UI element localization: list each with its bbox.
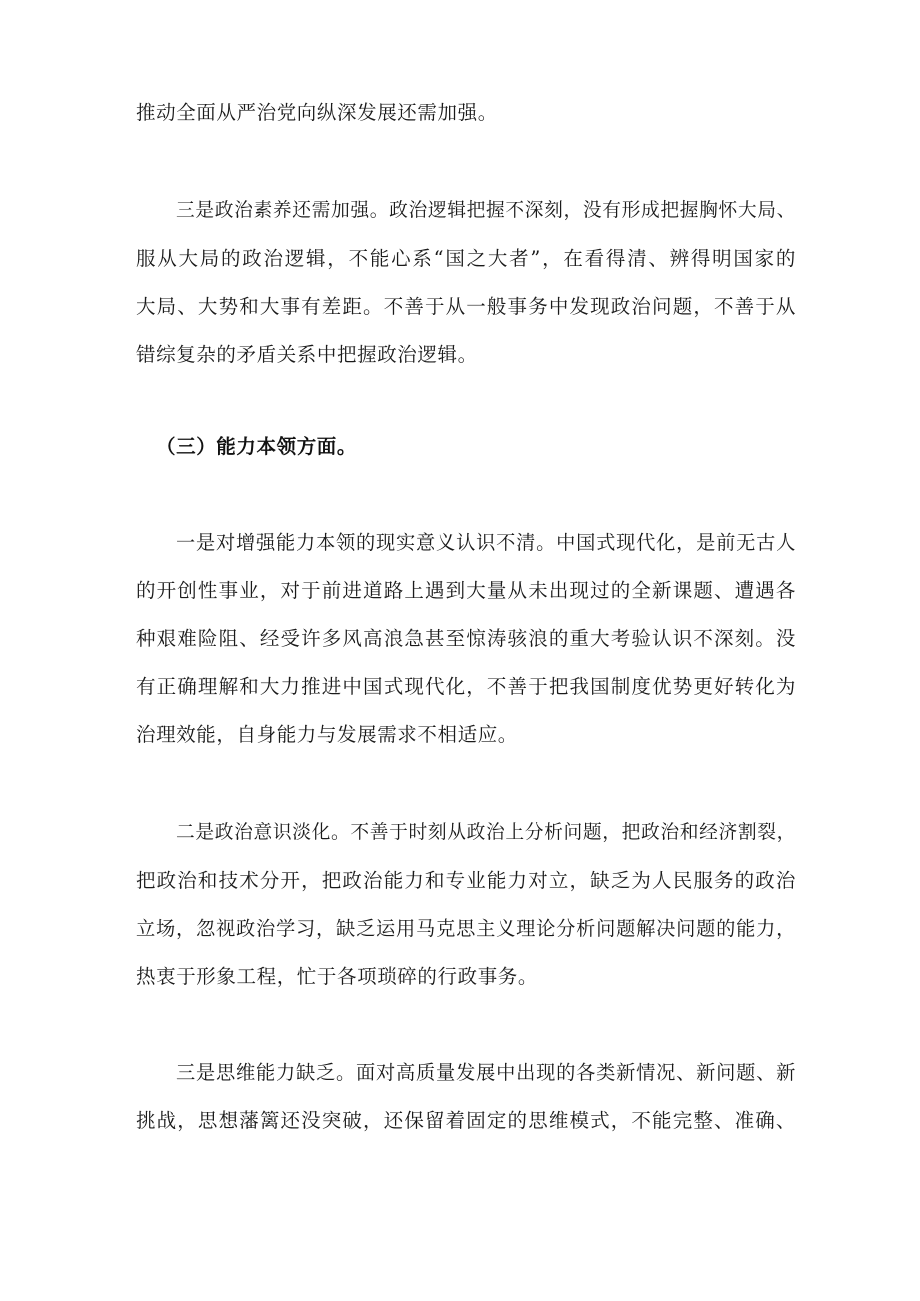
paragraph-line: 错综复杂的矛盾关系中把握政治逻辑。 xyxy=(136,343,478,366)
paragraph-line: 推动全面从严治党向纵深发展还需加强。 xyxy=(136,101,498,124)
paragraph-line: 服从大局的政治逻辑，不能心系“国之大者”，在看得清、辨得明国家的 xyxy=(136,247,796,270)
paragraph-line: 挑战，思想藩篱还没突破，还保留着固定的思维模式，不能完整、准确、 xyxy=(136,1109,796,1132)
paragraph-line: 热衷于形象工程，忙于各项琐碎的行政事务。 xyxy=(136,965,539,988)
paragraph-line: 大局、大势和大事有差距。不善于从一般事务中发现政治问题，不善于从 xyxy=(136,295,796,318)
paragraph-line: 治理效能，自身能力与发展需求不相适应。 xyxy=(136,723,518,746)
paragraph-line: 立场，忽视政治学习，缺乏运用马克思主义理论分析问题解决问题的能力， xyxy=(136,917,796,940)
paragraph-line: 种艰难险阻、经受许多风高浪急甚至惊涛骇浪的重大考验认识不深刻。没 xyxy=(136,627,796,650)
paragraph-line: 三是思维能力缺乏。面对高质量发展中出现的各类新情况、新问题、新 xyxy=(176,1061,796,1084)
paragraph-line: 有正确理解和大力推进中国式现代化，不善于把我国制度优势更好转化为 xyxy=(136,675,796,698)
paragraph-line: 三是政治素养还需加强。政治逻辑把握不深刻，没有形成把握胸怀大局、 xyxy=(176,200,796,221)
paragraph-line: 的开创性事业，对于前进道路上遇到大量从未出现过的全新课题、遭遇各 xyxy=(136,579,796,602)
paragraph-line: 一是对增强能力本领的现实意义认识不清。中国式现代化，是前无古人 xyxy=(176,531,796,554)
section-heading: （三）能力本领方面。 xyxy=(156,435,358,458)
paragraph-line: 把政治和技术分开，把政治能力和专业能力对立，缺乏为人民服务的政治 xyxy=(136,869,796,892)
paragraph-line: 二是政治意识淡化。不善于时刻从政治上分析问题，把政治和经济割裂， xyxy=(176,822,796,843)
